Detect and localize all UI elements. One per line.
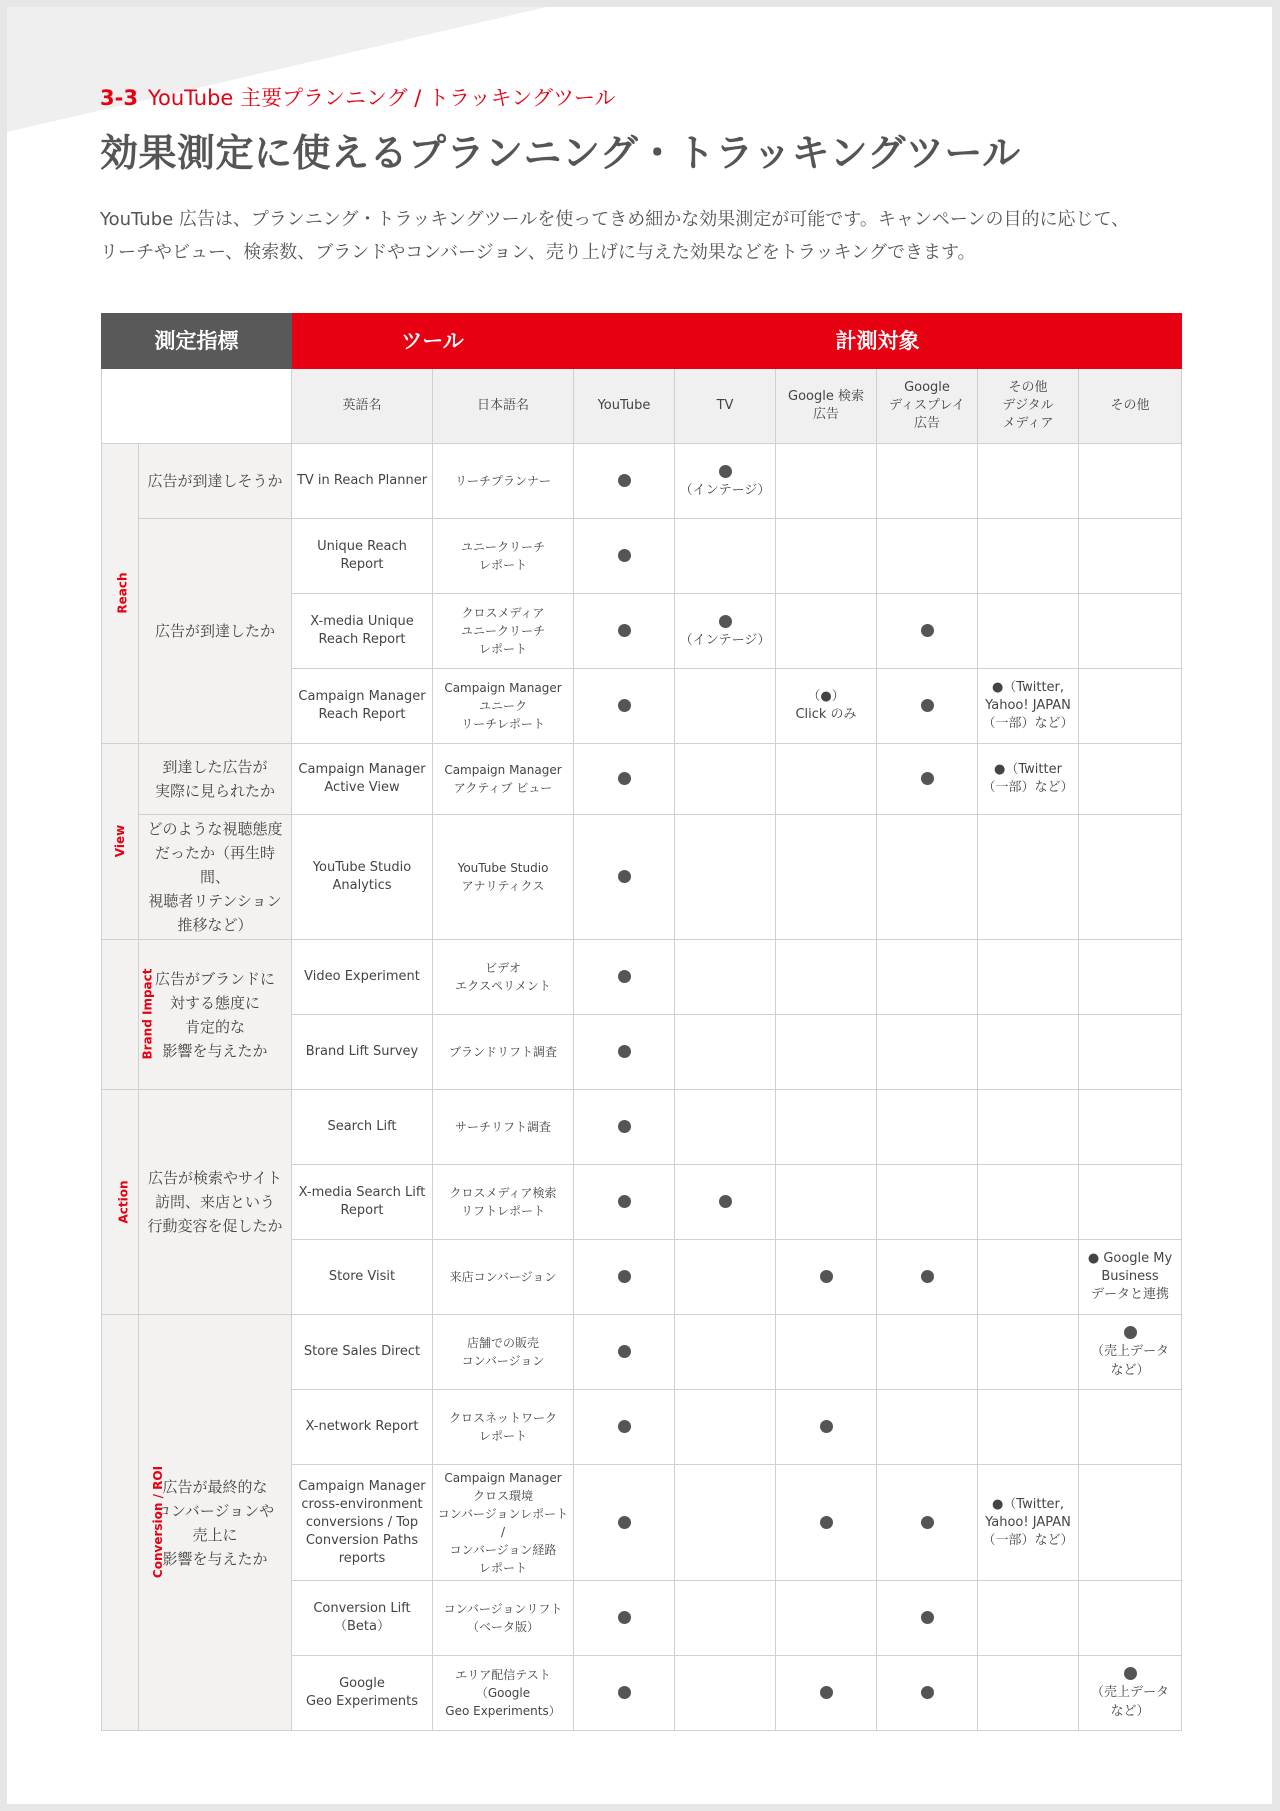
tv-cell <box>675 594 776 669</box>
tool-english-name: Video Experiment <box>292 940 433 1015</box>
tool-english-name: Campaign Manager cross-environment conversions / Top Conversion Paths reports <box>292 1465 433 1581</box>
search-cell <box>776 594 877 669</box>
tv-cell <box>675 744 776 815</box>
tv-cell <box>675 444 776 519</box>
tv-note: （インテージ） <box>679 632 771 648</box>
dot-icon <box>618 1195 631 1208</box>
tv-cell <box>675 815 776 940</box>
dot-icon <box>820 1516 833 1529</box>
youtube-cell <box>574 1581 675 1656</box>
digital-cell <box>978 1165 1079 1240</box>
intro-text <box>100 203 1210 269</box>
dot-icon <box>618 474 631 487</box>
youtube-cell <box>574 594 675 669</box>
tv-cell <box>675 1165 776 1240</box>
dot-icon <box>719 465 732 478</box>
dot-icon <box>618 1345 631 1358</box>
dot-icon <box>719 1195 732 1208</box>
tv-cell <box>675 1240 776 1315</box>
tool-japanese-name: エリア配信テスト （Google Geo Experiments） <box>433 1656 574 1731</box>
digital-cell <box>978 1090 1079 1165</box>
search-cell <box>776 1015 877 1090</box>
search-cell <box>776 1656 877 1731</box>
dot-icon <box>618 624 631 637</box>
tool-japanese-name: クロスメディア検索 リフトレポート <box>433 1165 574 1240</box>
digital-note: ●（Twitter, Yahoo! JAPAN （一部）など） <box>978 1465 1079 1581</box>
tools-table <box>101 313 1182 1731</box>
youtube-cell <box>574 1390 675 1465</box>
search-cell <box>776 744 877 815</box>
other-cell <box>1079 594 1182 669</box>
digital-note: ●（Twitter, Yahoo! JAPAN （一部）など） <box>978 669 1079 744</box>
display-cell <box>877 1315 978 1390</box>
search-cell <box>776 815 877 940</box>
subheader-google-display: Google ディスプレイ 広告 <box>877 369 978 444</box>
tv-cell <box>675 1090 776 1165</box>
tool-japanese-name: サーチリフト調査 <box>433 1090 574 1165</box>
question-cell: 到達した広告が 実際に見られたか <box>139 744 292 815</box>
dot-icon <box>921 624 934 637</box>
category-reach <box>102 444 139 744</box>
tv-cell <box>675 1315 776 1390</box>
tool-japanese-name: クロスネットワーク レポート <box>433 1390 574 1465</box>
tool-japanese-name: コンバージョンリフト （ベータ版） <box>433 1581 574 1656</box>
display-cell <box>877 1240 978 1315</box>
dot-icon <box>618 1045 631 1058</box>
dot-icon <box>618 1686 631 1699</box>
display-cell <box>877 940 978 1015</box>
dot-icon <box>618 1420 631 1433</box>
youtube-cell <box>574 1240 675 1315</box>
tool-english-name: Store Visit <box>292 1240 433 1315</box>
youtube-cell <box>574 1465 675 1581</box>
other-cell <box>1079 815 1182 940</box>
dot-icon <box>618 1270 631 1283</box>
tool-english-name: Brand Lift Survey <box>292 1015 433 1090</box>
tool-japanese-name: 来店コンバージョン <box>433 1240 574 1315</box>
question-cell: 広告が最終的な コンバージョンや 売上に 影響を与えたか <box>139 1315 292 1731</box>
search-cell <box>776 519 877 594</box>
display-cell <box>877 1165 978 1240</box>
header-targets: 計測対象 <box>574 314 1182 369</box>
youtube-cell <box>574 1656 675 1731</box>
question-cell: 広告がブランドに 対する態度に 肯定的な 影響を与えたか <box>139 940 292 1090</box>
category-action-label: Action <box>116 1179 131 1224</box>
youtube-cell <box>574 940 675 1015</box>
tool-japanese-name: ユニークリーチ レポート <box>433 519 574 594</box>
youtube-cell <box>574 1315 675 1390</box>
dot-icon <box>618 699 631 712</box>
tool-english-name: TV in Reach Planner <box>292 444 433 519</box>
display-cell <box>877 519 978 594</box>
section-title: YouTube 主要プランニング / トラッキングツール <box>147 86 616 110</box>
table-row <box>102 1090 1182 1165</box>
display-cell <box>877 444 978 519</box>
tool-english-name: Unique Reach Report <box>292 519 433 594</box>
intro-line-1: YouTube 広告は、プランニング・トラッキングツールを使ってきめ細かな効果測定が可能です。キャンペーンの目的に応じて、 <box>100 209 1130 230</box>
search-cell <box>776 940 877 1015</box>
section-number: 3-3 <box>100 86 138 110</box>
tool-english-name: Campaign Manager Reach Report <box>292 669 433 744</box>
digital-cell <box>978 1240 1079 1315</box>
table-row <box>102 444 1182 519</box>
corner-decoration <box>7 7 547 132</box>
intro-line-2: リーチやビュー、検索数、ブランドやコンバージョン、売り上げに与えた効果などをトラッキングできます。 <box>100 242 976 263</box>
digital-cell <box>978 519 1079 594</box>
search-cell <box>776 1581 877 1656</box>
tool-english-name: X-media Unique Reach Report <box>292 594 433 669</box>
dot-icon <box>719 615 732 628</box>
digital-cell <box>978 1315 1079 1390</box>
other-cell <box>1079 1656 1182 1731</box>
display-cell <box>877 669 978 744</box>
category-conversion <box>102 1315 166 1731</box>
search-cell <box>776 1315 877 1390</box>
tool-japanese-name: Campaign Manager クロス環境 コンバージョンレポート / コンバージョン経路 レポート <box>433 1465 574 1581</box>
category-reach-label: Reach <box>115 572 130 614</box>
display-cell <box>877 1656 978 1731</box>
dot-icon <box>618 870 631 883</box>
display-cell <box>877 1090 978 1165</box>
tool-japanese-name: Campaign Manager ユニーク リーチレポート <box>433 669 574 744</box>
search-cell <box>776 1240 877 1315</box>
tool-english-name: X-network Report <box>292 1390 433 1465</box>
search-cell <box>776 444 877 519</box>
tv-cell <box>675 940 776 1015</box>
subheader-tv: TV <box>675 369 776 444</box>
display-cell <box>877 815 978 940</box>
subheader-english: 英語名 <box>292 369 433 444</box>
dot-icon <box>618 970 631 983</box>
youtube-cell <box>574 519 675 594</box>
display-cell <box>877 594 978 669</box>
digital-cell <box>978 940 1079 1015</box>
other-cell <box>1079 1165 1182 1240</box>
other-cell <box>1079 1315 1182 1390</box>
category-brand-impact <box>102 940 155 1090</box>
category-action <box>102 1090 139 1315</box>
search-cell <box>776 1465 877 1581</box>
other-cell <box>1079 940 1182 1015</box>
table-row <box>102 1315 1182 1390</box>
page-title: 効果測定に使えるプランニング・トラッキングツール <box>100 131 1021 175</box>
dot-icon <box>618 1516 631 1529</box>
tool-english-name: Campaign Manager Active View <box>292 744 433 815</box>
table-row <box>102 815 1182 940</box>
subheader-google-search: Google 検索 広告 <box>776 369 877 444</box>
header-metrics: 測定指標 <box>102 314 292 369</box>
other-cell <box>1079 444 1182 519</box>
tool-japanese-name: ブランドリフト調査 <box>433 1015 574 1090</box>
tv-cell <box>675 1581 776 1656</box>
header-row <box>102 314 1182 369</box>
other-cell <box>1079 1090 1182 1165</box>
tool-english-name: Store Sales Direct <box>292 1315 433 1390</box>
other-cell <box>1079 744 1182 815</box>
dot-icon <box>921 1516 934 1529</box>
tv-cell <box>675 1390 776 1465</box>
tool-japanese-name: クロスメディア ユニークリーチ レポート <box>433 594 574 669</box>
tool-japanese-name: 店舗での販売 コンバージョン <box>433 1315 574 1390</box>
dot-icon <box>618 772 631 785</box>
digital-cell <box>978 815 1079 940</box>
tool-english-name: Conversion Lift （Beta） <box>292 1581 433 1656</box>
dot-icon <box>820 1420 833 1433</box>
other-cell <box>1079 1581 1182 1656</box>
page <box>7 7 1272 1804</box>
youtube-cell <box>574 1165 675 1240</box>
digital-cell <box>978 594 1079 669</box>
tv-cell <box>675 1015 776 1090</box>
tv-cell <box>675 1656 776 1731</box>
other-cell <box>1079 1465 1182 1581</box>
subheader-other: その他 <box>1079 369 1182 444</box>
dot-icon <box>921 1270 934 1283</box>
question-cell: 広告が検索やサイト 訪問、来店という 行動変容を促したか <box>139 1090 292 1315</box>
digital-cell <box>978 1390 1079 1465</box>
display-cell <box>877 1015 978 1090</box>
subheader-blank <box>102 369 292 444</box>
search-cell <box>776 1390 877 1465</box>
youtube-cell <box>574 669 675 744</box>
dot-icon <box>618 549 631 562</box>
youtube-cell <box>574 815 675 940</box>
tool-english-name: YouTube Studio Analytics <box>292 815 433 940</box>
tool-english-name: X-media Search Lift Report <box>292 1165 433 1240</box>
tool-japanese-name: リーチプランナー <box>433 444 574 519</box>
other-note: （売上データ など） <box>1091 1344 1170 1378</box>
question-cell: 広告が到達しそうか <box>139 444 292 519</box>
dot-icon <box>921 699 934 712</box>
other-cell <box>1079 1015 1182 1090</box>
dot-icon <box>921 1686 934 1699</box>
dot-icon <box>618 1611 631 1624</box>
display-cell <box>877 1390 978 1465</box>
category-brand-label: Brand Impact <box>140 968 155 1060</box>
tv-cell <box>675 669 776 744</box>
dot-icon <box>921 1611 934 1624</box>
category-view <box>102 744 139 940</box>
dot-icon <box>820 1270 833 1283</box>
subheader-other-digital: その他 デジタル メディア <box>978 369 1079 444</box>
dot-icon <box>820 1686 833 1699</box>
category-view-label: View <box>112 824 127 858</box>
question-cell: どのような視聴態度 だったか（再生時間、 視聴者リテンション 推移など） <box>139 815 292 940</box>
other-cell <box>1079 1390 1182 1465</box>
dot-icon <box>1124 1667 1137 1680</box>
other-cell <box>1079 669 1182 744</box>
tool-japanese-name: ビデオ エクスペリメント <box>433 940 574 1015</box>
digital-cell <box>978 1015 1079 1090</box>
tool-english-name: Google Geo Experiments <box>292 1656 433 1731</box>
display-cell <box>877 1465 978 1581</box>
display-cell <box>877 744 978 815</box>
search-cell <box>776 1090 877 1165</box>
tool-japanese-name: YouTube Studio アナリティクス <box>433 815 574 940</box>
search-cell <box>776 1165 877 1240</box>
digital-cell <box>978 444 1079 519</box>
table-row <box>102 519 1182 594</box>
tv-cell <box>675 1465 776 1581</box>
tool-japanese-name: Campaign Manager アクティブ ビュー <box>433 744 574 815</box>
other-note: （売上データ など） <box>1091 1685 1170 1719</box>
digital-cell <box>978 1581 1079 1656</box>
tv-cell <box>675 519 776 594</box>
table-row <box>102 744 1182 815</box>
digital-cell <box>978 1656 1079 1731</box>
tv-note: （インテージ） <box>679 482 771 498</box>
table-row <box>102 940 1182 1015</box>
display-cell <box>877 1581 978 1656</box>
dot-icon <box>921 772 934 785</box>
subheader-japanese: 日本語名 <box>433 369 574 444</box>
subheader-row <box>102 369 1182 444</box>
dot-icon <box>618 1120 631 1133</box>
youtube-cell <box>574 1090 675 1165</box>
category-conversion-label: Conversion / ROI <box>151 1465 166 1579</box>
tool-english-name: Search Lift <box>292 1090 433 1165</box>
section-label <box>100 82 616 112</box>
other-note: ● Google My Business データと連携 <box>1079 1240 1182 1315</box>
subheader-youtube: YouTube <box>574 369 675 444</box>
other-cell <box>1079 519 1182 594</box>
header-tools: ツール <box>292 314 574 369</box>
digital-note: ●（Twitter （一部）など） <box>978 744 1079 815</box>
question-cell: 広告が到達したか <box>139 519 292 744</box>
youtube-cell <box>574 1015 675 1090</box>
youtube-cell <box>574 744 675 815</box>
search-note: （●） Click のみ <box>776 669 877 744</box>
dot-icon <box>1124 1326 1137 1339</box>
youtube-cell <box>574 444 675 519</box>
